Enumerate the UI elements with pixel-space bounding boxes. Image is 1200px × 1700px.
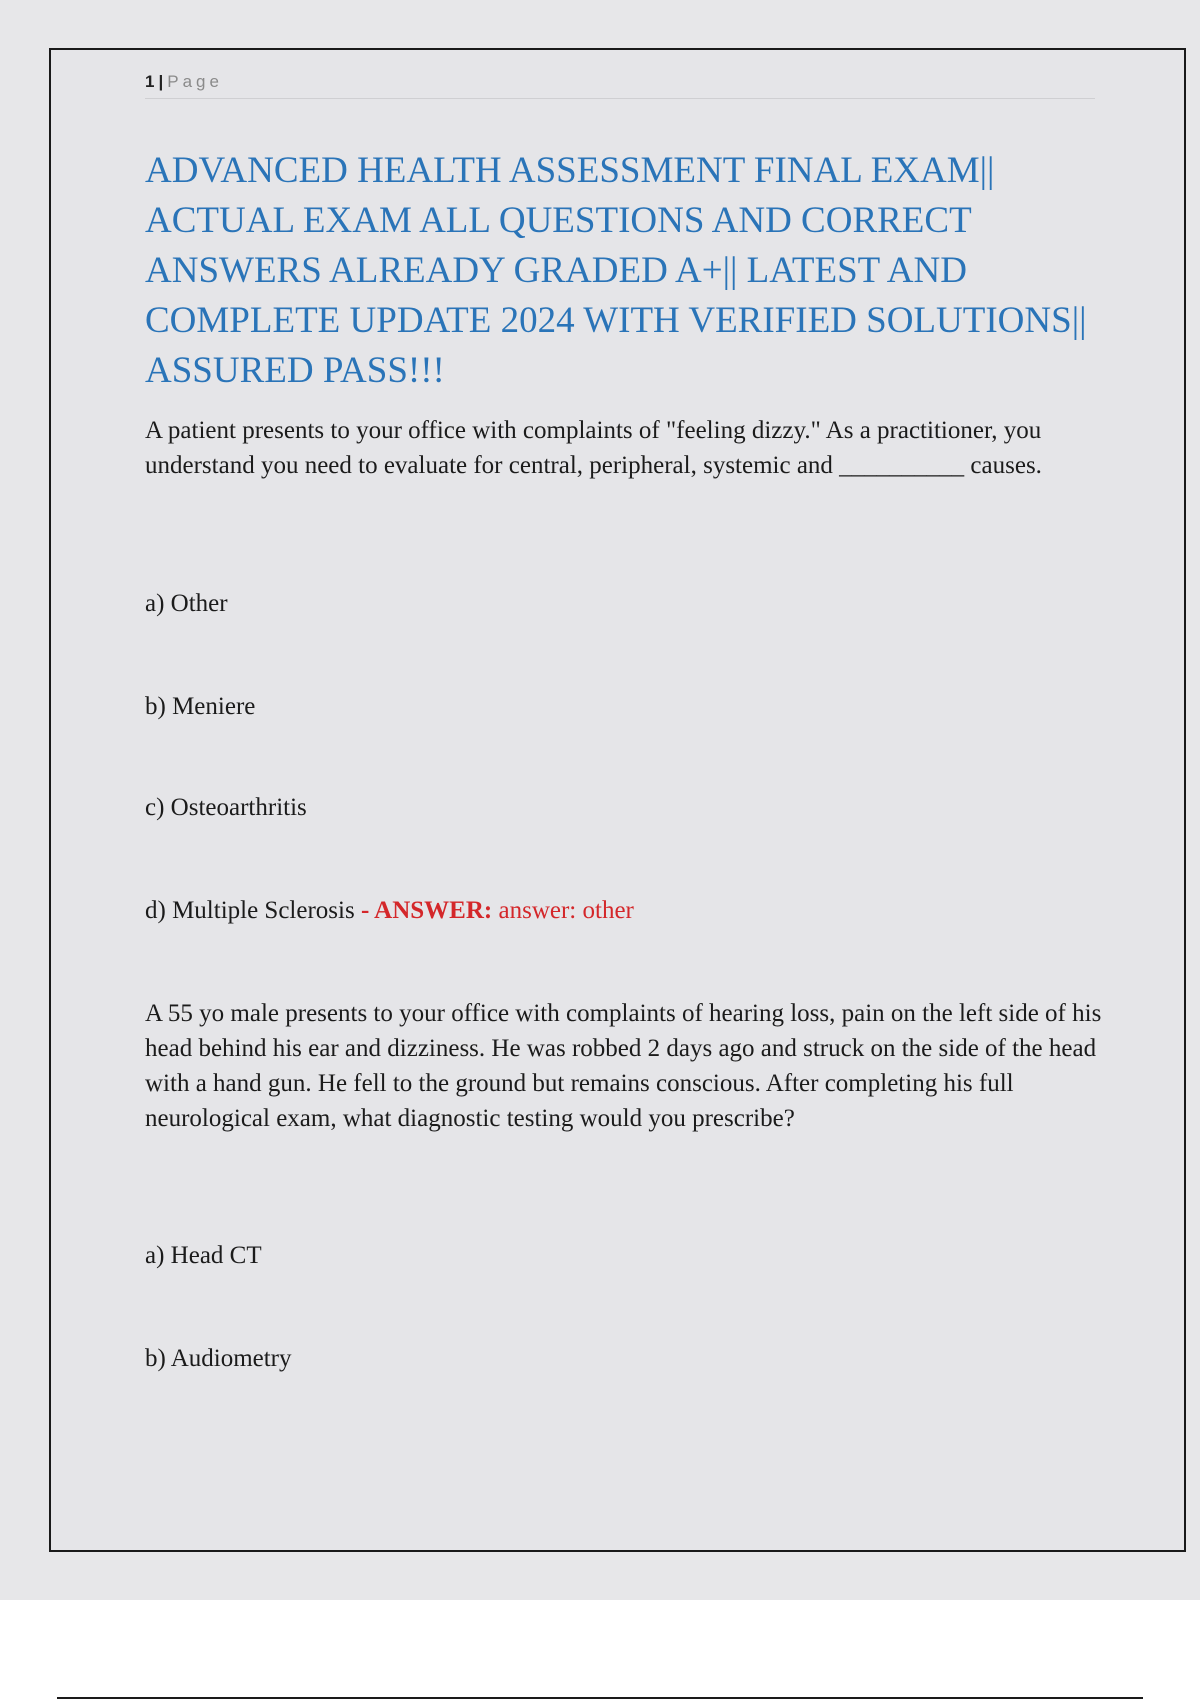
question-2-text: A 55 yo male presents to your office with complaints of hearing loss, pain on the left side of his head behind his ear and dizziness. He was robbed 2 days ago and struck on the side of the head with a hand gun. He fell to the ground but remains conscious. After completing his full neurological exam, what diagnostic testing would you prescribe?	[145, 1000, 1102, 1132]
question-1-option-b: b) Meniere	[145, 693, 256, 720]
page-header-separator: |	[158, 72, 165, 91]
question-1-option-d	[145, 893, 634, 928]
answer-value: answer: other	[492, 897, 634, 924]
page-number: 1	[145, 72, 156, 91]
question-1-text: A patient presents to your office with complaints of "feeling dizzy." As a practitioner, you understand you need to evaluate for central, peripheral, systemic and __________ causes.	[145, 417, 1042, 479]
answer-prefix: -	[354, 897, 375, 924]
document-title: ADVANCED HEALTH ASSESSMENT FINAL EXAM|| ACTUAL EXAM ALL QUESTIONS AND CORRECT ANSWERS ALREADY GRADED A+|| LATEST AND COMPLETE UPDATE 2024 WITH VERIFIED SOLUTIONS|| ASSURED PASS!!!	[145, 150, 1087, 391]
document-page	[49, 48, 1186, 1552]
question-1-option-c: c) Osteoarthritis	[145, 794, 307, 821]
answer-label: ANSWER:	[374, 897, 493, 924]
question-1-option-a: a) Other	[145, 590, 228, 617]
question-1-option-d-label: d) Multiple Sclerosis	[145, 897, 355, 924]
page-header	[145, 72, 1095, 99]
question-2-option-a: a) Head CT	[145, 1242, 262, 1269]
page-label: Page	[167, 72, 223, 91]
next-page-top-rule	[57, 1697, 1143, 1699]
question-2-option-b: b) Audiometry	[145, 1345, 292, 1372]
